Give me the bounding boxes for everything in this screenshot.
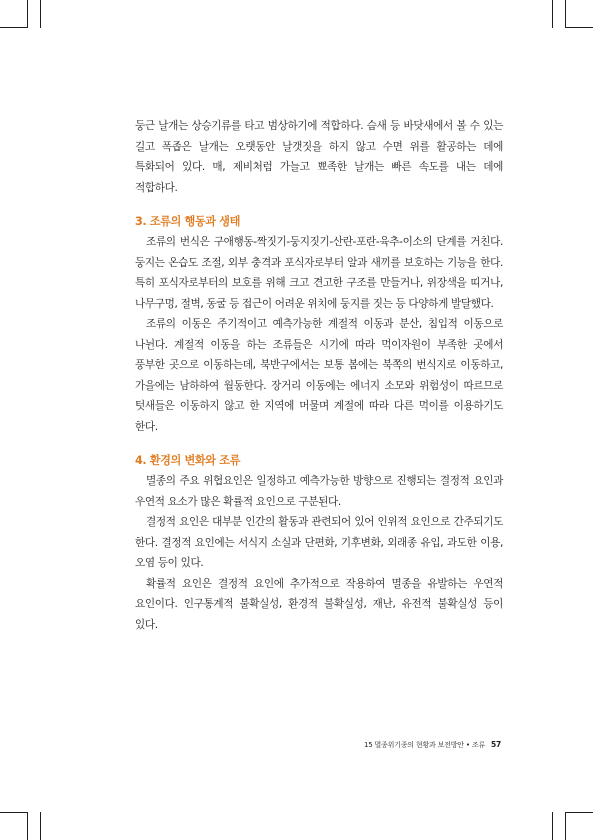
section-4-paragraph: 멸종의 주요 위협요인은 일정하고 예측가능한 방향으로 진행되는 결정적 요인과 우연적 요소가 많은 확률적 요인으로 구분된다. bbox=[135, 475, 503, 508]
page-body bbox=[135, 116, 503, 635]
crop-mark bbox=[40, 812, 41, 840]
section-3-paragraph: 조류의 이동은 주기적이고 예측가능한 계절적 이동과 분산, 침입적 이동으로 나뉜다. 계절적 이동을 하는 조류들은 시기에 따라 먹이자원이 부족한 곳에서 풍부한 곳으로 이동하는데, 북반구에서는 보통 봄에는 북쪽의 번식지로 이동하고, 가을에는 남하하여 월동한다. 장거리 이동에는 에너지 소모와 위험성이 따르므로 텃새들은 이동하지 않고 한 지역에 머물며 계절에 따라 다른 먹이를 이용하기도 한다. bbox=[135, 318, 503, 433]
crop-mark bbox=[565, 812, 593, 813]
section-3-heading: 3. 조류의 행동과 생태 bbox=[135, 215, 240, 228]
crop-mark bbox=[565, 812, 566, 840]
section-3-paragraph: 조류의 번식은 구애행동-짝짓기-둥지짓기-산란-포란-육추-이소의 단계를 거친다. 둥지는 온습도 조절, 외부 충격과 포식자로부터 알과 새끼를 보호하는 기능을 한다. 특히 포식자로부터의 보호를 위해 크고 견고한 구조를 만들거나, 위장색을 띠거나, 나무구멍, 절벽, 동굴 등 접근이 어려운 위치에 둥지를 짓는 등 다양하게 발달했다. bbox=[135, 236, 503, 310]
section-4-paragraph: 확률적 요인은 결정적 요인에 추가적으로 작용하여 멸종을 유발하는 우연적 요인이다. 인구통계적 불확실성, 환경적 불확실성, 재난, 유전적 불확실성 등이 있다. bbox=[135, 577, 503, 631]
page-number: 57 bbox=[490, 740, 501, 749]
section-4-paragraph: 결정적 요인은 대부분 인간의 활동과 관련되어 있어 인위적 요인으로 간주되기도 한다. 결정적 요인에는 서식지 소실과 단편화, 기후변화, 외래종 유입, 과도한 이용, 오염 등이 있다. bbox=[135, 516, 503, 569]
crop-mark bbox=[0, 27, 28, 28]
crop-mark bbox=[552, 812, 553, 840]
crop-mark bbox=[0, 812, 28, 813]
intro-paragraph: 둥근 날개는 상승기류를 타고 범상하기에 적합하다. 슴새 등 바닷새에서 볼 수 있는 길고 폭좁은 날개는 오랫동안 날갯짓을 하지 않고 수면 위를 활공하는 데에 특화되어 있다. 매, 제비처럼 가늘고 뾰족한 날개는 빠른 속도를 내는 데에 적합하다. bbox=[135, 120, 503, 194]
crop-mark bbox=[552, 0, 553, 28]
page-footer bbox=[364, 740, 501, 750]
crop-mark bbox=[27, 812, 28, 840]
running-title: 15 멸종위기종의 현황과 보전방안 • 조류 bbox=[363, 741, 485, 749]
crop-mark bbox=[27, 0, 28, 28]
crop-mark bbox=[565, 0, 566, 28]
crop-mark bbox=[565, 27, 593, 28]
crop-mark bbox=[40, 0, 41, 28]
section-4-heading: 4. 환경의 변화와 조류 bbox=[135, 454, 240, 467]
